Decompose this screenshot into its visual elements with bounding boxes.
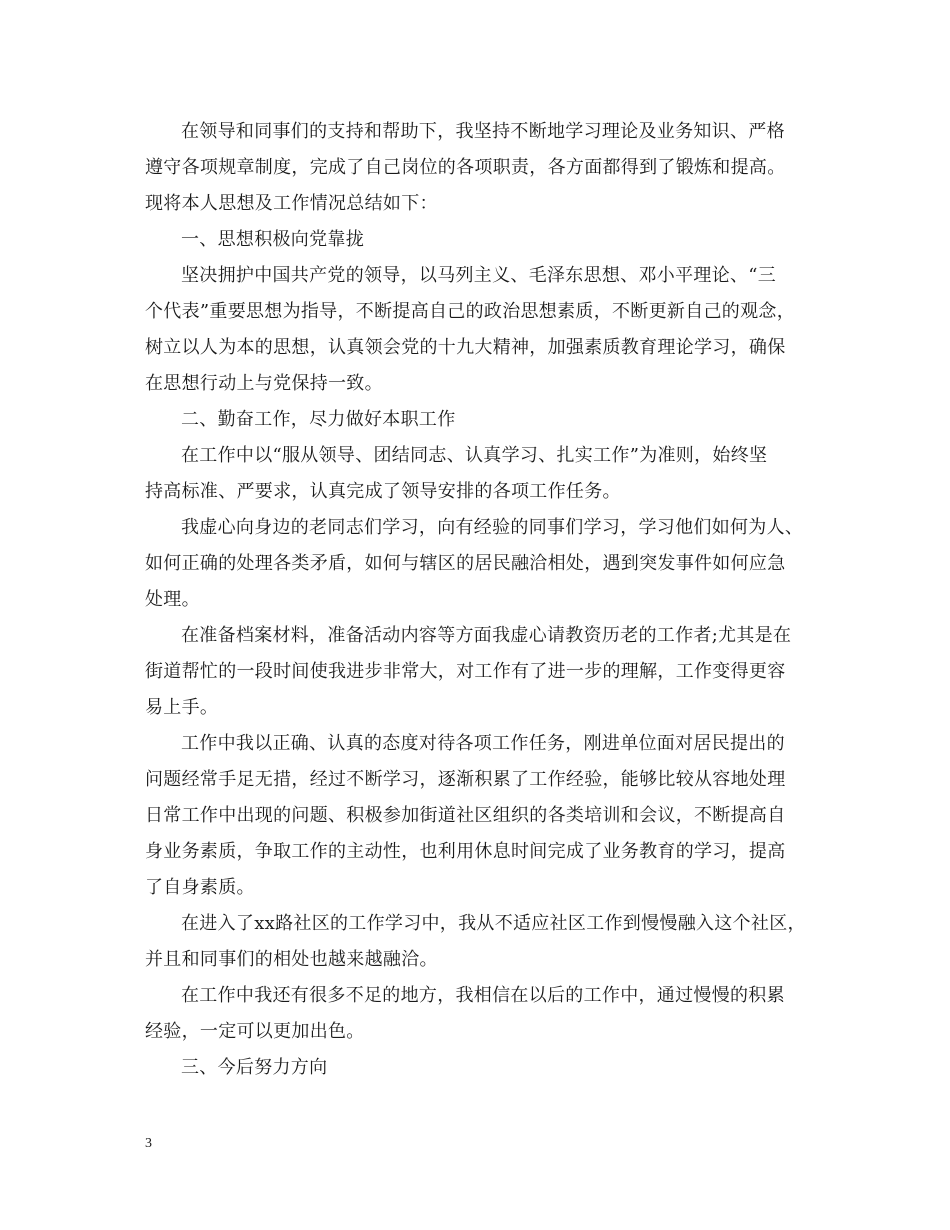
text-line: 身业务素质，争取工作的主动性，也利用休息时间完成了业务教育的学习，提高 — [145, 841, 786, 862]
text-line: 树立以人为本的思想，认真领会党的十九大精神，加强素质教育理论学习，确保 — [145, 337, 786, 358]
text-line: 我虚心向身边的老同志们学习，向有经验的同事们学习，学习他们如何为人、 — [181, 517, 804, 538]
text-line: 问题经常手足无措，经过不断学习，逐渐积累了工作经验，能够比较从容地处理 — [145, 769, 786, 790]
text-line: 坚决拥护中国共产党的领导，以马列主义、毛泽东思想、邓小平理论、“三 — [181, 265, 777, 286]
text-line: 了自身素质。 — [145, 877, 255, 898]
text-line: 易上手。 — [145, 697, 219, 718]
text-line: 处理。 — [145, 589, 200, 610]
text-line: 日常工作中出现的问题、积极参加街道社区组织的各类培训和会议，不断提高自 — [145, 805, 786, 826]
text-line: 街道帮忙的一段时间使我进步非常大，对工作有了进一步的理解，工作变得更容 — [145, 661, 786, 682]
section-heading-1: 一、思想积极向党靠拢 — [181, 229, 364, 250]
document-body — [145, 114, 815, 1086]
text-line: 遵守各项规章制度，完成了自己岗位的各项职责，各方面都得到了锻炼和提高。 — [145, 157, 786, 178]
text-line: 在工作中以“服从领导、团结同志、认真学习、扎实工作”为准则，始终坚 — [181, 445, 768, 466]
text-line: 在进入了xx路社区的工作学习中，我从不适应社区工作到慢慢融入这个社区， — [181, 913, 806, 934]
text-line: 现将本人思想及工作情况总结如下： — [145, 193, 438, 214]
text-line: 在思想行动上与党保持一致。 — [145, 373, 383, 394]
section-heading-3: 三、今后努力方向 — [181, 1057, 328, 1078]
text-line: 并且和同事们的相处也越来越融洽。 — [145, 949, 438, 970]
text-line: 持高标准、严要求，认真完成了领导安排的各项工作任务。 — [145, 481, 621, 502]
text-line: 在准备档案材料，准备活动内容等方面我虚心请教资历老的工作者;尤其是在 — [181, 625, 792, 646]
page-number: 3 — [145, 1136, 152, 1151]
text-line: 在工作中我还有很多不足的地方，我相信在以后的工作中，通过慢慢的积累 — [181, 985, 785, 1006]
text-line: 如何正确的处理各类矛盾，如何与辖区的居民融洽相处，遇到突发事件如何应急 — [145, 553, 786, 574]
text-line: 经验，一定可以更加出色。 — [145, 1021, 365, 1042]
text-line: 在领导和同事们的支持和帮助下，我坚持不断地学习理论及业务知识、严格 — [181, 121, 785, 142]
text-line: 个代表”重要思想为指导，不断提高自己的政治思想素质，不断更新自己的观念， — [145, 301, 795, 322]
section-heading-2: 二、勤奋工作，尽力做好本职工作 — [181, 409, 456, 430]
text-line: 工作中我以正确、认真的态度对待各项工作任务，刚进单位面对居民提出的 — [181, 733, 785, 754]
